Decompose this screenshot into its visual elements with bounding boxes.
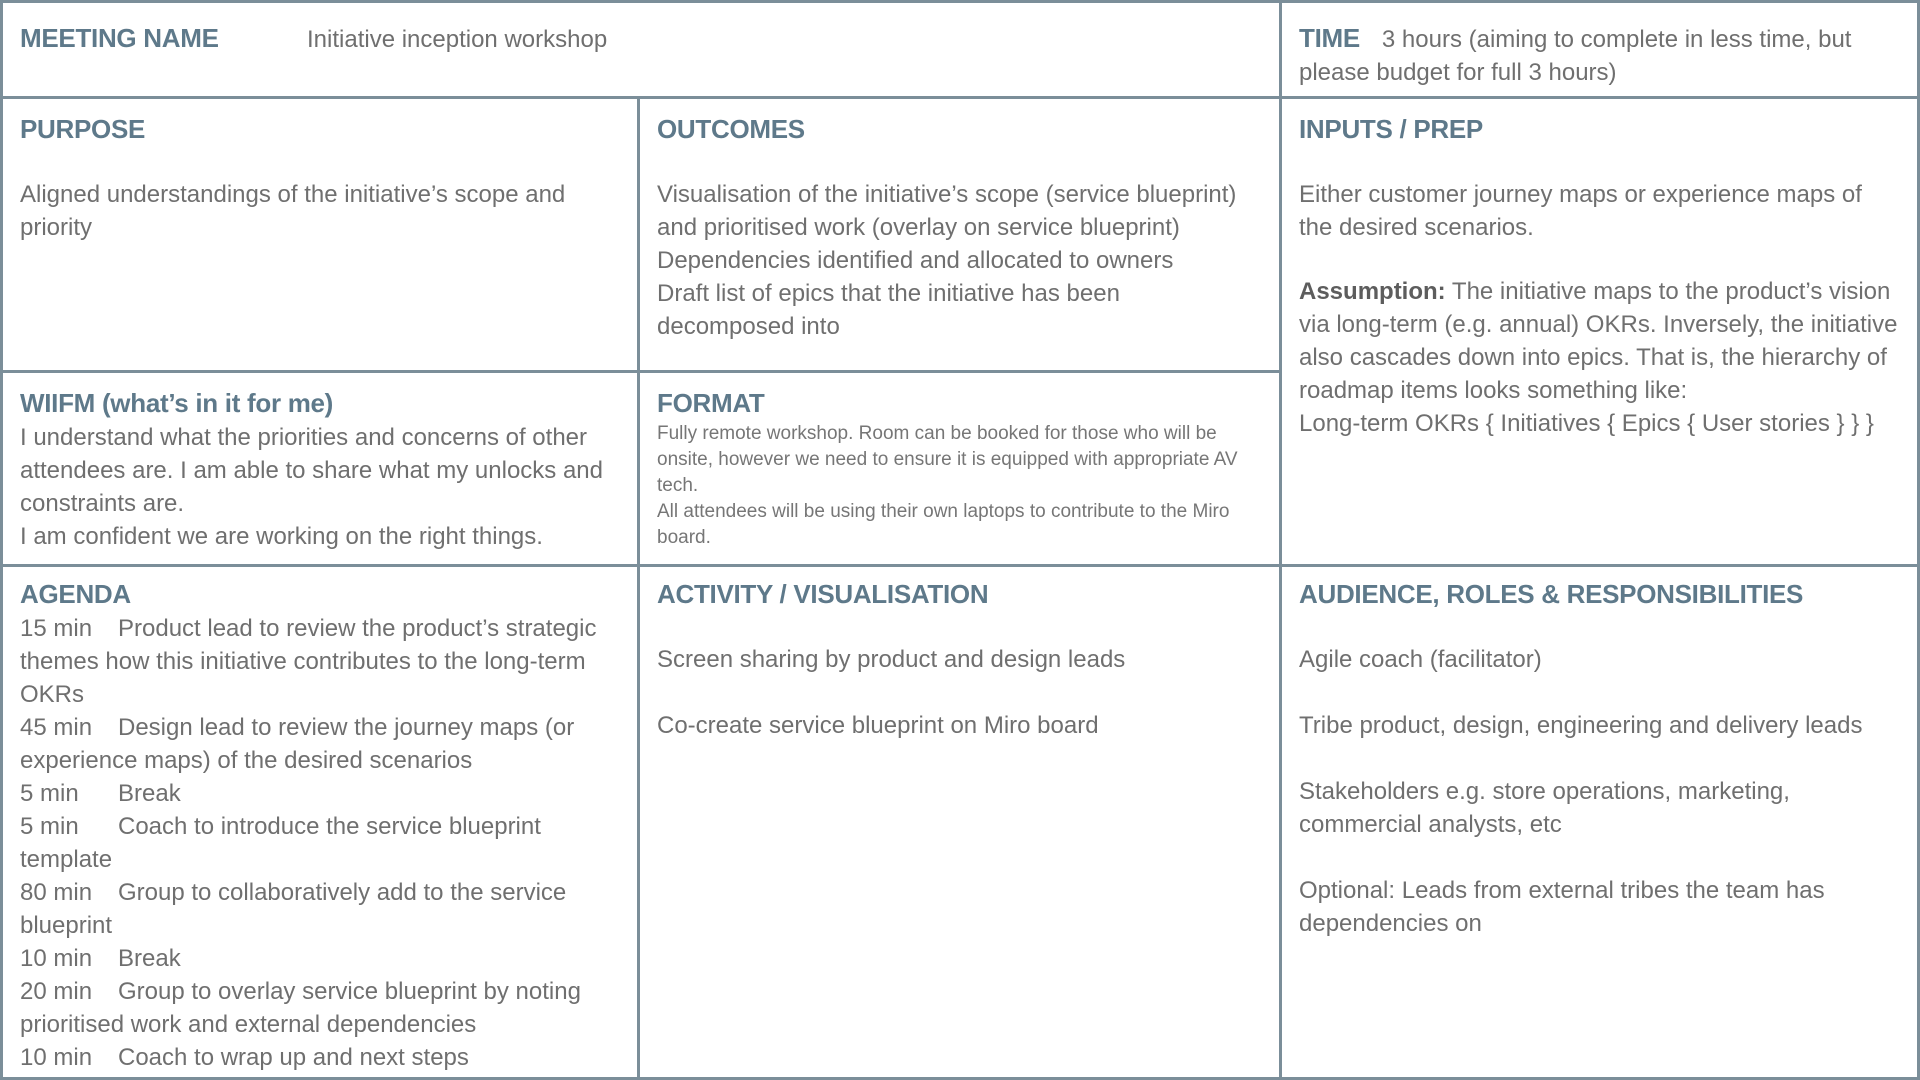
inputs-prep-assumption bbox=[1299, 275, 1899, 407]
agenda-item-duration: 45 min bbox=[20, 714, 93, 741]
assumption-label: Assumption: bbox=[1299, 278, 1446, 305]
agenda-item bbox=[20, 612, 619, 711]
time-label: TIME bbox=[1299, 23, 1360, 53]
purpose-body: Aligned understandings of the initiative’s scope and priority bbox=[20, 181, 566, 241]
time-value: 3 hours (aiming to complete in less time, but please budget for full 3 hours) bbox=[1299, 26, 1852, 86]
cell-format bbox=[640, 373, 1279, 564]
format-line: All attendees will be using their own laptops to contribute to the Miro board. bbox=[657, 501, 1230, 548]
purpose-heading: PURPOSE bbox=[20, 114, 146, 144]
outcome-line: Visualisation of the initiative’s scope (service blueprint) and prioritised work (overlay on service blueprint) bbox=[657, 181, 1237, 241]
cell-inputs-prep bbox=[1282, 99, 1917, 564]
agenda-item bbox=[20, 777, 619, 810]
agenda-item-duration: 15 min bbox=[20, 615, 93, 642]
outcome-line: Dependencies identified and allocated to owners bbox=[657, 247, 1174, 274]
cell-activity-visualisation bbox=[640, 567, 1279, 1077]
outcomes-heading: OUTCOMES bbox=[657, 114, 805, 144]
agenda-item-duration: 5 min bbox=[20, 780, 79, 807]
audience-paragraph: Optional: Leads from external tribes the team has dependencies on bbox=[1299, 877, 1825, 937]
inputs-prep-heading: INPUTS / PREP bbox=[1299, 114, 1483, 144]
format-line: Fully remote workshop. Room can be booked for those who will be onsite, however we need to ensure it is equipped with appropriate AV tech. bbox=[657, 423, 1238, 496]
cell-purpose bbox=[3, 99, 637, 370]
audience-heading: AUDIENCE, ROLES & RESPONSIBILITIES bbox=[1299, 579, 1804, 609]
agenda-item-text: Group to collaboratively add to the service blueprint bbox=[20, 879, 567, 939]
agenda-item-duration: 20 min bbox=[20, 978, 93, 1005]
format-heading: FORMAT bbox=[657, 388, 765, 418]
cell-agenda bbox=[3, 567, 637, 1077]
agenda-item-duration: 80 min bbox=[20, 879, 93, 906]
agenda-item bbox=[20, 1041, 619, 1074]
agenda-item bbox=[20, 975, 619, 1041]
activity-paragraph: Co-create service blueprint on Miro board bbox=[657, 712, 1099, 739]
agenda-item-duration: 10 min bbox=[20, 945, 93, 972]
agenda-heading: AGENDA bbox=[20, 579, 131, 609]
audience-paragraph: Tribe product, design, engineering and delivery leads bbox=[1299, 712, 1863, 739]
activity-paragraph: Screen sharing by product and design leads bbox=[657, 646, 1126, 673]
agenda-item-text: Product lead to review the product’s strategic themes how this initiative contributes to the long-term OKRs bbox=[20, 615, 597, 708]
agenda-item-text: Coach to wrap up and next steps bbox=[118, 1044, 469, 1071]
outcome-line: Draft list of epics that the initiative has been decomposed into bbox=[657, 280, 1120, 340]
agenda-item bbox=[20, 711, 619, 777]
inputs-prep-intro: Either customer journey maps or experience maps of the desired scenarios. bbox=[1299, 181, 1862, 241]
agenda-item bbox=[20, 810, 619, 876]
cell-wiifm bbox=[3, 373, 637, 564]
assumption-text: The initiative maps to the product’s vision via long-term (e.g. annual) OKRs. Inversely, the initiative also cascades down into epics. That is, the hierarchy of roadmap items looks something like: bbox=[1299, 278, 1898, 404]
inputs-prep-hierarchy: Long-term OKRs { Initiatives { Epics { User stories } } } bbox=[1299, 410, 1874, 437]
wiifm-line: I understand what the priorities and concerns of other attendees are. I am able to share what my unlocks and constraints are. bbox=[20, 424, 603, 517]
agenda-item-text: Break bbox=[118, 945, 181, 972]
cell-meeting-name bbox=[3, 3, 1279, 96]
meeting-name-value: Initiative inception workshop bbox=[307, 26, 608, 53]
wiifm-heading: WIIFM (what’s in it for me) bbox=[20, 388, 334, 418]
agenda-item-text: Coach to introduce the service blueprint template bbox=[20, 813, 541, 873]
audience-paragraph: Stakeholders e.g. store operations, marketing, commercial analysts, etc bbox=[1299, 778, 1790, 838]
audience-paragraph: Agile coach (facilitator) bbox=[1299, 646, 1542, 673]
agenda-item bbox=[20, 942, 619, 975]
agenda-item-duration: 5 min bbox=[20, 813, 79, 840]
cell-time bbox=[1282, 3, 1917, 96]
agenda-item-text: Break bbox=[118, 780, 181, 807]
agenda-item-duration: 10 min bbox=[20, 1044, 93, 1071]
cell-outcomes bbox=[640, 99, 1279, 370]
meeting-name-label: MEETING NAME bbox=[20, 23, 219, 53]
activity-heading: ACTIVITY / VISUALISATION bbox=[657, 579, 989, 609]
wiifm-line: I am confident we are working on the right things. bbox=[20, 523, 543, 550]
cell-audience-roles bbox=[1282, 567, 1917, 1077]
agenda-item-text: Group to overlay service blueprint by noting prioritised work and external dependencies bbox=[20, 978, 581, 1038]
agenda-item-text: Design lead to review the journey maps (or experience maps) of the desired scenarios bbox=[20, 714, 575, 774]
agenda-item bbox=[20, 876, 619, 942]
